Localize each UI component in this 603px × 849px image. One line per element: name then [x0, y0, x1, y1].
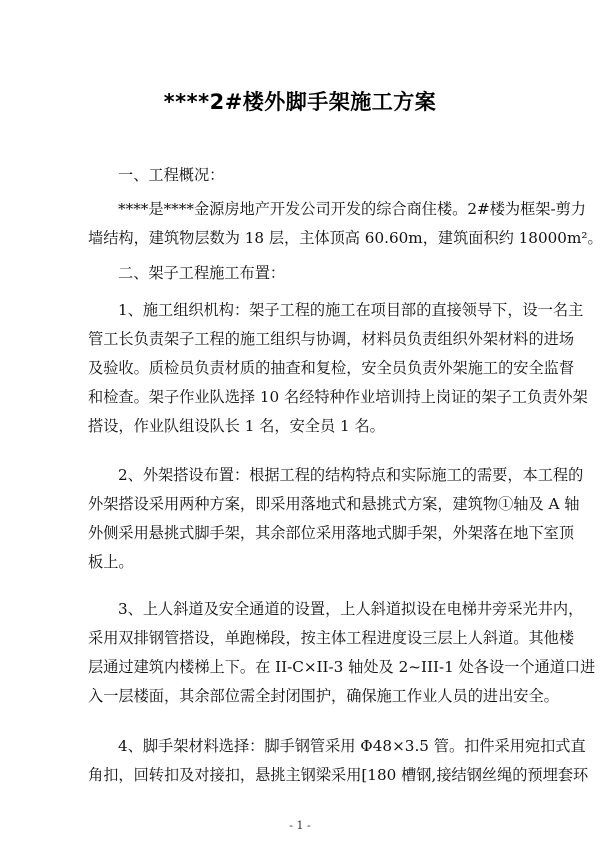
- section-heading-overview: 一、工程概况：: [118, 166, 225, 184]
- paragraph-materials: [88, 732, 589, 790]
- document-title: ****2#楼外脚手架施工方案: [163, 90, 437, 114]
- text-line: 1、施工组织机构：架子工程的施工在项目部的直接领导下，设一名主: [118, 301, 584, 319]
- text-line: 和检查。架子作业队选择 10 名经特种作业培训持上岗证的架子工负责外架: [88, 388, 588, 406]
- text-line: 采用双排钢管搭设，单跑梯段，按主体工程进度设三层上人斜道。其他楼: [88, 629, 574, 647]
- text-line: 外侧采用悬挑式脚手架，其余部位采用落地式脚手架，外架落在地下室顶: [88, 524, 574, 542]
- text-line: 外架搭设采用两种方案，即采用落地式和悬挑式方案，建筑物①轴及 A 轴: [88, 495, 580, 513]
- text-line: 及验收。质检员负责材质的抽查和复检，安全员负责外架施工的安全监督: [88, 359, 574, 377]
- text-line: 搭设，作业队组设队长 1 名，安全员 1 名。: [88, 417, 385, 435]
- text-line: 4、脚手架材料选择：脚手钢管采用 Φ48×3.5 管。扣件采用宛扣式直: [118, 737, 586, 755]
- text-line: 角扣，回转扣及对接扣，悬挑主钢梁采用[180 槽钢,接结钢丝绳的预埋套环: [88, 766, 589, 784]
- paragraph-scaffold-layout: [88, 461, 584, 577]
- paragraph-organization: [88, 296, 588, 441]
- text-line: 入一层楼面，其余部位需全封闭围护，确保施工作业人员的进出安全。: [88, 687, 559, 705]
- paragraph-overview: [88, 195, 603, 253]
- text-line: 2、外架搭设布置：根据工程的结构特点和实际施工的需要，本工程的: [118, 466, 584, 484]
- paragraph-ramp: [88, 595, 596, 711]
- text-line: 层通过建筑内楼梯上下。在 II-C×II-3 轴处及 2~III-1 处各设一个通道口进: [88, 658, 596, 676]
- section-heading-layout: 二、架子工程施工布置：: [118, 264, 286, 282]
- text-line: 3、上人斜道及安全通道的设置，上人斜道拟设在电梯井旁采光井内，: [118, 600, 584, 618]
- text-line: 管工长负责架子工程的施工组织与协调，材料员负责组织外架材料的进场: [88, 330, 574, 348]
- text-line: 墙结构，建筑物层数为 18 层，主体顶高 60.60m，建筑面积约 18000m²。: [88, 229, 603, 247]
- text-line: ****是****金源房地产开发公司开发的综合商住楼。2#楼为框架-剪力: [118, 200, 586, 218]
- page-number: - 1 -: [289, 819, 311, 832]
- text-line: 板上。: [88, 553, 134, 571]
